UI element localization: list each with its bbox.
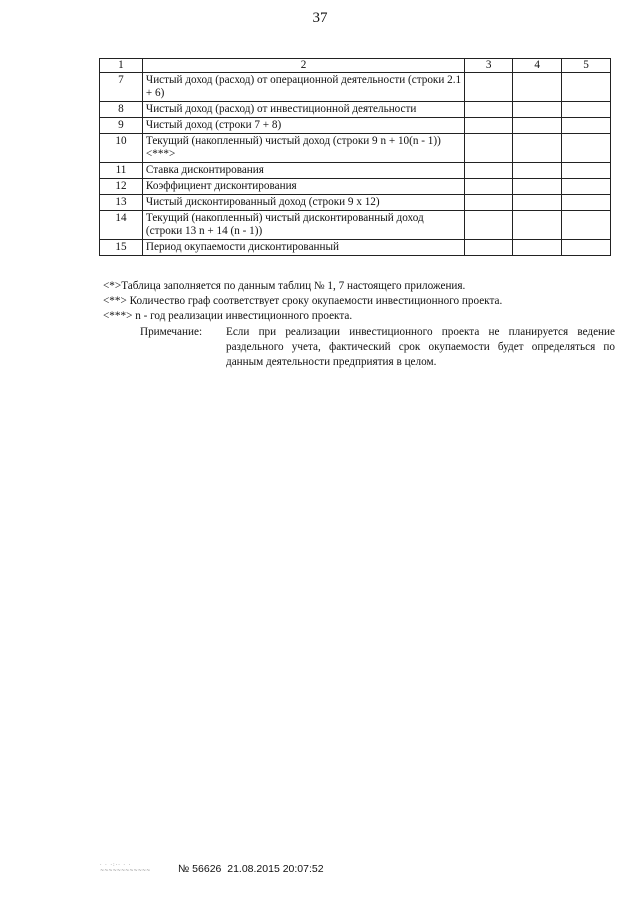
row-number: 7: [100, 73, 143, 102]
table-row: [100, 195, 611, 211]
footnote: <**> Количество граф соответствует сроку окупаемости инвестиционного проекта.: [103, 295, 503, 307]
empty-cell: [465, 195, 513, 211]
table-row: [100, 179, 611, 195]
empty-cell: [562, 211, 611, 240]
empty-cell: [513, 102, 562, 118]
row-description: Коэффициент дисконтирования: [142, 179, 464, 195]
row-number: 13: [100, 195, 143, 211]
row-number: 8: [100, 102, 143, 118]
empty-cell: [513, 163, 562, 179]
empty-cell: [562, 134, 611, 163]
footnote: <*>Таблица заполняется по данным таблиц № 1, 7 настоящего приложения.: [103, 280, 466, 292]
empty-cell: [513, 240, 562, 256]
registration-stamp-mark: · · ·:·· · · ~~~~~~~~~~~~: [100, 862, 151, 874]
empty-cell: [465, 211, 513, 240]
footnotes: [103, 279, 615, 324]
row-description: Текущий (накопленный) чистый доход (строки 9 n + 10(n - 1)) <***>: [142, 134, 464, 163]
empty-cell: [465, 240, 513, 256]
row-number: 15: [100, 240, 143, 256]
page-number: 37: [312, 10, 328, 26]
column-header: 2: [142, 59, 464, 73]
empty-cell: [465, 118, 513, 134]
empty-cell: [562, 73, 611, 102]
note-text: Если при реализации инвестиционного проекта не планируется ведение раздельного учета, фактический срок окупаемости будет определяться по данным деятельности предприятия в целом.: [226, 326, 615, 368]
row-description: Чистый доход (строки 7 + 8): [142, 118, 464, 134]
empty-cell: [465, 179, 513, 195]
empty-cell: [465, 102, 513, 118]
empty-cell: [513, 73, 562, 102]
empty-cell: [513, 195, 562, 211]
table-row: [100, 134, 611, 163]
row-number: 10: [100, 134, 143, 163]
table-header-row: [100, 59, 611, 73]
data-table: [99, 58, 611, 256]
row-description: Чистый дисконтированный доход (строки 9 x 12): [142, 195, 464, 211]
column-header: 4: [513, 59, 562, 73]
registration-info: [178, 863, 324, 875]
empty-cell: [562, 195, 611, 211]
empty-cell: [562, 163, 611, 179]
empty-cell: [562, 240, 611, 256]
row-description: Ставка дисконтирования: [142, 163, 464, 179]
column-header: 5: [562, 59, 611, 73]
empty-cell: [513, 134, 562, 163]
table-body: [100, 73, 611, 256]
column-header: 3: [465, 59, 513, 73]
registration-datetime: 21.08.2015 20:07:52: [227, 863, 324, 875]
table-row: [100, 118, 611, 134]
row-description: Текущий (накопленный) чистый дисконтированный доход (строки 13 n + 14 (n - 1)): [142, 211, 464, 240]
table-row: [100, 240, 611, 256]
table-row: [100, 102, 611, 118]
row-description: Период окупаемости дисконтированный: [142, 240, 464, 256]
footnote: <***> n - год реализации инвестиционного проекта.: [103, 310, 353, 322]
table-row: [100, 211, 611, 240]
empty-cell: [513, 211, 562, 240]
empty-cell: [513, 118, 562, 134]
row-number: 11: [100, 163, 143, 179]
empty-cell: [562, 179, 611, 195]
empty-cell: [562, 102, 611, 118]
row-number: 12: [100, 179, 143, 195]
table-row: [100, 163, 611, 179]
empty-cell: [513, 179, 562, 195]
row-number: 9: [100, 118, 143, 134]
row-description: Чистый доход (расход) от операционной деятельности (строки 2.1 + 6): [142, 73, 464, 102]
row-number: 14: [100, 211, 143, 240]
table-row: [100, 73, 611, 102]
empty-cell: [465, 73, 513, 102]
empty-cell: [465, 134, 513, 163]
registration-number: № 56626: [178, 863, 222, 875]
note-label: Примечание:: [140, 326, 203, 338]
column-header: 1: [100, 59, 143, 73]
empty-cell: [562, 118, 611, 134]
empty-cell: [465, 163, 513, 179]
row-description: Чистый доход (расход) от инвестиционной деятельности: [142, 102, 464, 118]
